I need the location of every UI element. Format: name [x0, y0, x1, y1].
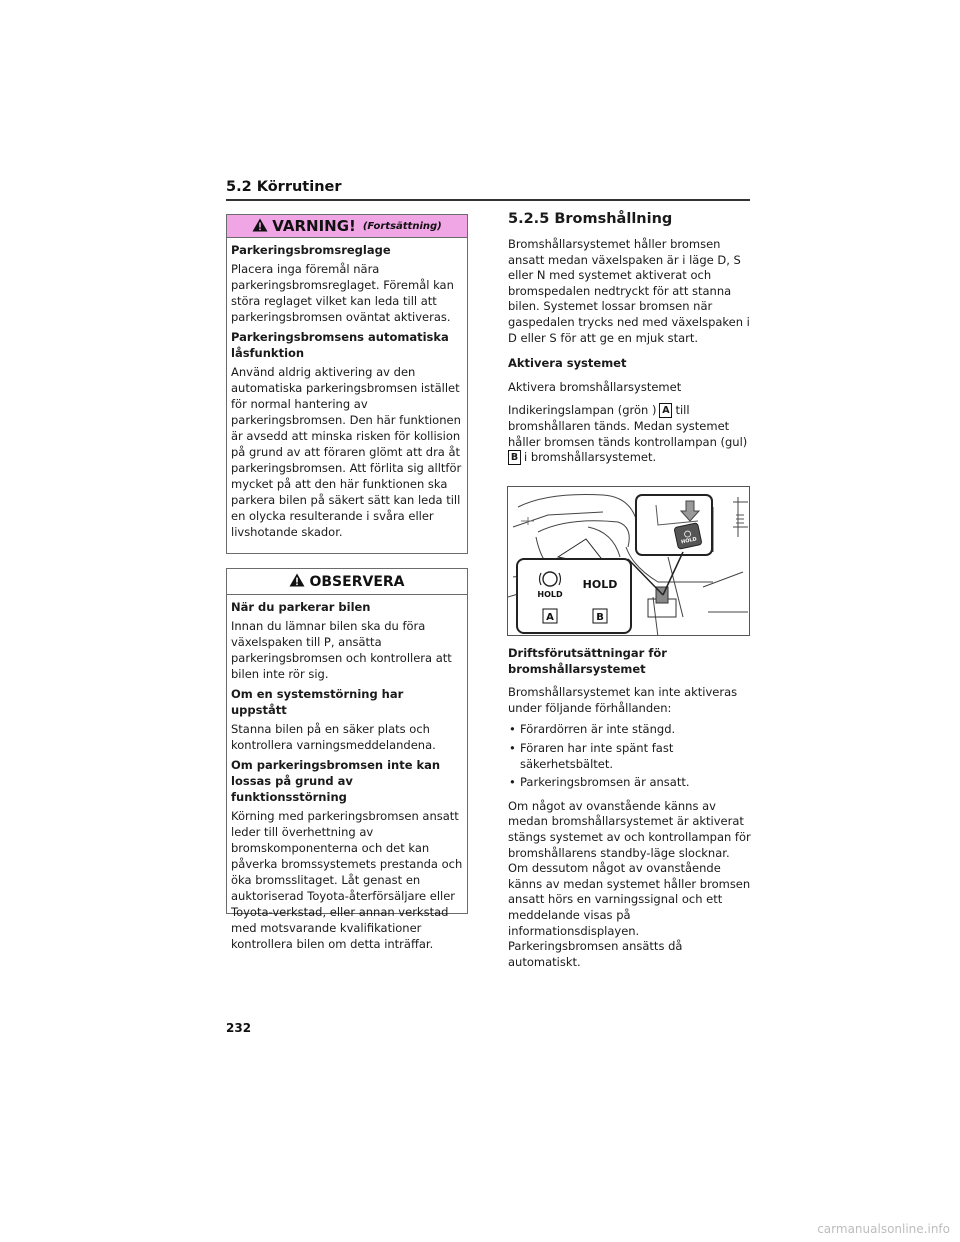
page-number: 232	[226, 1021, 252, 1035]
conditions-heading: Driftsförutsättningar för bromshållarsystemet	[508, 646, 667, 676]
warning-heading: Parkeringsbromsreglage	[231, 243, 391, 257]
section-title: 5.2 Körrutiner	[226, 179, 342, 195]
observera-body	[227, 599, 467, 952]
outro-text: Om något av ovanstående känns av medan bromshållarsystemet är aktiverat stängs systemet av och kontrollampan för bromshållarens standby-läge slocknar. Om dessutom något av ovanstående känns av medan systemet håller bromsen ansatt hörs en varningssignal och ett meddelande visas på informationsdisplayen. Parkeringsbromsen ansätts då automatiskt.	[508, 798, 751, 969]
warning-text: Placera inga föremål nära parkeringsbromsreglaget. Föremål kan störa reglaget vilket kan leda till att parkeringsbromsen oväntat aktiveras.	[231, 262, 454, 324]
watermark: carmanualsonline.info	[817, 1222, 950, 1236]
conditions-list	[508, 722, 752, 790]
caution-icon	[289, 572, 305, 591]
observera-heading: Om parkeringsbromsen inte kan lossas på grund av funktionsstörning	[231, 758, 441, 804]
warning-box	[226, 214, 468, 554]
observera-header	[227, 569, 467, 595]
figure-button-label: HOLD	[680, 536, 698, 546]
list-item: • Parkeringsbromsen är ansatt.	[508, 775, 752, 791]
observera-box	[226, 568, 468, 951]
warning-heading: Parkeringsbromsens automatiska låsfunktion	[231, 330, 449, 360]
observera-text: Stanna bilen på en säker plats och kontrollera varningsmeddelandena.	[231, 722, 436, 752]
right-column-top	[508, 209, 752, 466]
tag-b: B	[508, 450, 521, 465]
figure-tag-b: B	[596, 612, 604, 623]
right-column-bottom	[508, 646, 752, 970]
activate-heading: Aktivera systemet	[508, 356, 627, 371]
activate-text: Aktivera bromshållarsystemet	[508, 379, 682, 394]
figure-tag-a: A	[546, 612, 554, 623]
subsection-title: 5.2.5 Bromshållning	[508, 211, 673, 227]
tag-a: A	[659, 403, 672, 418]
observera-heading: När du parkerar bilen	[231, 600, 371, 614]
section-rule	[226, 199, 750, 201]
warning-body	[227, 242, 467, 540]
indicator-text: Indikeringslampan (grön ) A till bromshållaren tänds. Medan systemet håller bromsen tänds kontrollampan (gul) B i bromshållarsystemet.	[508, 403, 748, 465]
warning-continued: (Fortsättning)	[362, 220, 442, 232]
observera-text: Innan du lämnar bilen ska du föra växelspaken till P, ansätta parkeringsbromsen och kontrollera att bilen inte rör sig.	[231, 619, 452, 681]
figure-hold-text: HOLD	[582, 578, 618, 591]
warning-icon	[252, 217, 268, 236]
brake-hold-figure	[507, 486, 750, 636]
conditions-text: Bromshållarsystemet kan inte aktiveras under följande förhållanden:	[508, 685, 738, 715]
observera-heading: Om en systemstörning har uppstått	[231, 687, 404, 717]
list-item: • Föraren har inte spänt fast säkerhetsbältet.	[508, 741, 752, 772]
figure-hold-indicator: HOLD	[537, 590, 563, 599]
list-item: • Förardörren är inte stängd.	[508, 722, 752, 738]
observera-text: Körning med parkeringsbromsen ansatt leder till överhettning av bromskomponenterna och det kan påverka bromssystemets prestanda och öka bromsslitaget. Låt genast en auktoriserad Toyota-återförsäljare eller Toyota-verkstad, eller annan verkstad med motsvarande kvalifikationer kontrollera bilen om detta inträffar.	[231, 809, 463, 951]
warning-text: Använd aldrig aktivering av den automatiska parkeringsbromsen istället för normal hantering av parkeringsbromsen. Den här funktionen är avsedd att minska risken för kollision på grund av att föraren glömt att dra åt parkeringsbromsen. Att förlita sig alltför mycket på att den här funktionen ska parkera bilen på säkert sätt kan leda till en olycka resulterande i svåra eller livshotande skador.	[231, 365, 462, 539]
warning-label: VARNING!	[272, 217, 356, 235]
observera-label: OBSERVERA	[309, 573, 405, 590]
intro-text: Bromshållarsystemet håller bromsen ansatt medan växelspaken är i läge D, S eller N med systemet aktiverat och bromspedalen nedtryckt för att stanna bilen. Systemet lossar bromsen när gaspedalen trycks ned med växelspaken i D eller S för att ge en mjuk start.	[508, 237, 750, 345]
warning-header	[227, 215, 467, 238]
